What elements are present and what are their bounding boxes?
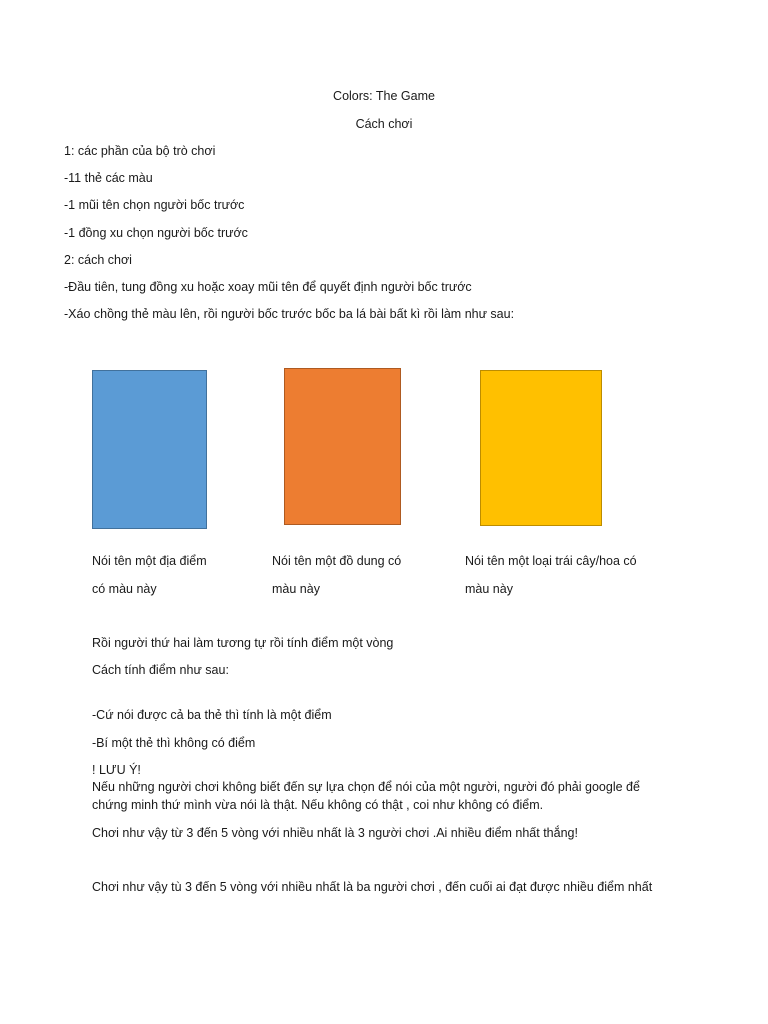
paragraph: Rồi người thứ hai làm tương tự rồi tính điểm một vòng [92,636,394,650]
list-item: -Bí một thẻ thì không có điểm [92,736,256,750]
note-text: chứng minh thứ mình vừa nói là thật. Nếu không có thật , coi như không có điểm. [92,798,544,812]
page-subtitle: Cách chơi [355,117,413,131]
card-caption: Nói tên một địa điểm [92,554,207,568]
list-item: -Đầu tiên, tung đồng xu hoặc xoay mũi tên để quyết định người bốc trước [64,280,472,294]
section1-heading: 1: các phần của bộ trò chơi [64,144,216,158]
orange-color-card [284,368,401,525]
section2-heading: 2: cách chơi [64,253,132,267]
yellow-color-card [480,370,602,526]
list-item: -11 thẻ các màu [64,171,153,185]
blue-color-card [92,370,207,529]
paragraph: Cách tính điểm như sau: [92,663,229,677]
list-item: -Xáo chồng thẻ màu lên, rồi người bốc trước bốc ba lá bài bất kì rồi làm như sau: [64,307,515,321]
card-caption: màu này [465,582,513,596]
list-item: -1 mũi tên chọn người bốc trước [64,198,245,212]
card-caption: Nói tên một loại trái cây/hoa có [465,554,637,568]
list-item: -Cứ nói được cả ba thẻ thì tính là một điểm [92,708,332,722]
page-title: Colors: The Game [333,89,435,103]
list-item: -1 đồng xu chọn người bốc trước [64,226,248,240]
paragraph: Chơi như vậy tù 3 đến 5 vòng với nhiều nhất là ba người chơi , đến cuối ai đạt được nhiều điểm nhất [92,880,653,894]
card-caption: Nói tên một đồ dung có [272,554,402,568]
note-text: Nếu những người chơi không biết đến sự lựa chọn để nói của một người, người đó phải google để [92,780,640,794]
note-heading: ! LƯU Ý! [92,763,141,777]
card-caption: màu này [272,582,320,596]
card-caption: có màu này [92,582,157,596]
paragraph: Chơi như vậy từ 3 đến 5 vòng với nhiều nhất là 3 người chơi .Ai nhiều điểm nhất thắng! [92,826,578,840]
